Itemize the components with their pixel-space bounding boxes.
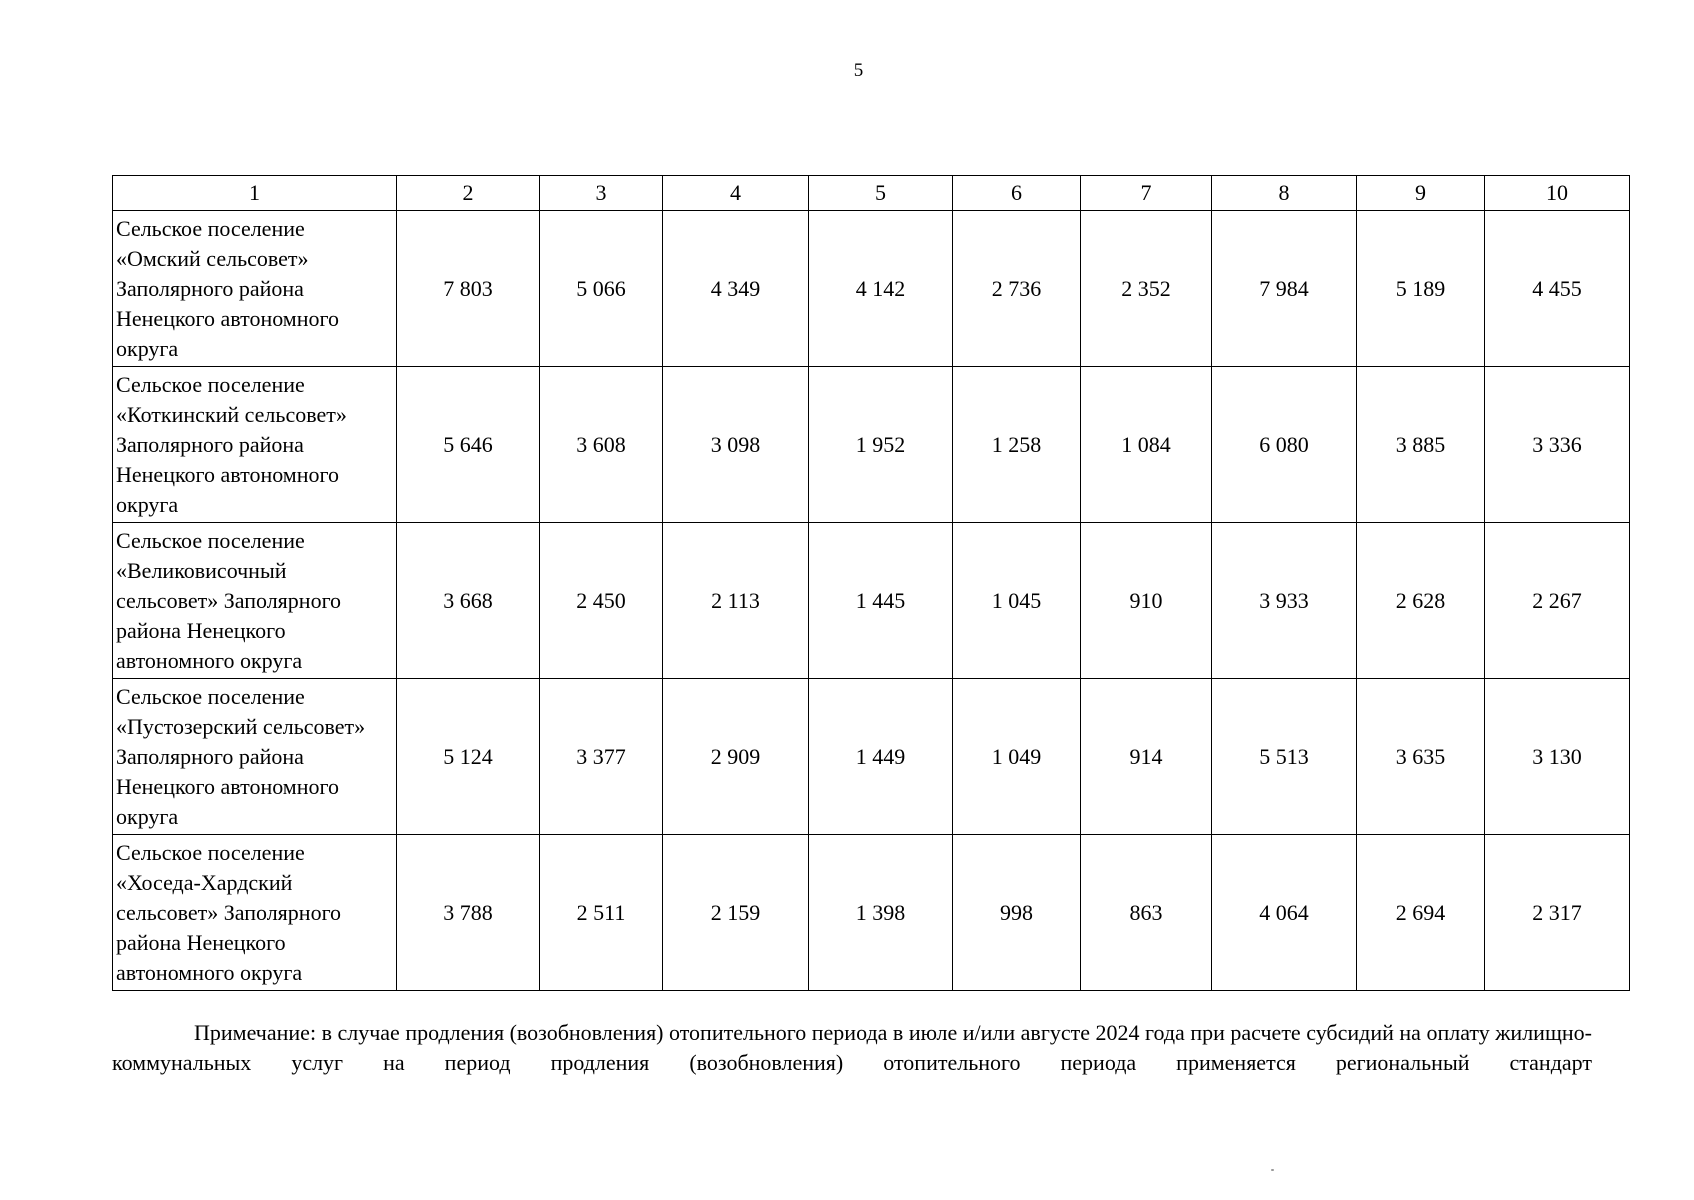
settlement-name-line: Сельское поселение: [116, 371, 305, 397]
value-cell: 3 933: [1212, 523, 1357, 679]
settlement-name-cell: [113, 367, 397, 523]
table-row: [113, 211, 1630, 367]
value-cell: 2 736: [953, 211, 1081, 367]
settlement-name-cell: [113, 835, 397, 991]
column-header: 10: [1485, 176, 1630, 211]
settlement-name-line: Заполярного района: [116, 275, 304, 301]
value-cell: 3 098: [663, 367, 809, 523]
value-cell: 2 159: [663, 835, 809, 991]
settlement-name-line: района Ненецкого: [116, 617, 286, 643]
scan-speck: [1271, 1169, 1274, 1171]
value-cell: 3 377: [540, 679, 663, 835]
table-header-row: [113, 176, 1630, 211]
value-cell: 7 803: [397, 211, 540, 367]
column-header: 4: [663, 176, 809, 211]
value-cell: 5 513: [1212, 679, 1357, 835]
column-header: 9: [1357, 176, 1485, 211]
value-cell: 5 189: [1357, 211, 1485, 367]
settlement-name-line: округа: [116, 491, 179, 517]
settlement-name-cell: [113, 211, 397, 367]
value-cell: 7 984: [1212, 211, 1357, 367]
settlement-name-line: района Ненецкого: [116, 929, 286, 955]
column-header: 2: [397, 176, 540, 211]
value-cell: 3 336: [1485, 367, 1630, 523]
settlement-name-line: Ненецкого автономного: [116, 305, 339, 331]
settlement-name-line: Сельское поселение: [116, 683, 305, 709]
table-row: [113, 679, 1630, 835]
settlement-name-line: «Великовисочный: [116, 557, 287, 583]
settlement-name-cell: [113, 679, 397, 835]
note-paragraph: Примечание: в случае продления (возобновления) отопительного периода в июле и/или августе 2024 года при расчете субсидий на оплату жилищно-коммунальных услуг на период продления (возобновления) отопительного периода применяется региональный стандарт: [112, 1020, 1592, 1075]
value-cell: 3 130: [1485, 679, 1630, 835]
value-cell: 2 694: [1357, 835, 1485, 991]
value-cell: 998: [953, 835, 1081, 991]
settlement-name-line: автономного округа: [116, 959, 303, 985]
value-cell: 6 080: [1212, 367, 1357, 523]
value-cell: 1 952: [809, 367, 953, 523]
value-cell: 914: [1081, 679, 1212, 835]
value-cell: 1 449: [809, 679, 953, 835]
settlement-name-line: сельсовет» Заполярного: [116, 587, 342, 613]
column-header: 8: [1212, 176, 1357, 211]
settlement-name-line: Ненецкого автономного: [116, 461, 339, 487]
value-cell: 2 450: [540, 523, 663, 679]
value-cell: 4 349: [663, 211, 809, 367]
settlement-name-line: «Хоседа-Хардский: [116, 869, 293, 895]
settlement-name-line: «Пустозерский сельсовет»: [116, 713, 366, 739]
value-cell: 2 628: [1357, 523, 1485, 679]
value-cell: 3 668: [397, 523, 540, 679]
column-header: 7: [1081, 176, 1212, 211]
value-cell: 2 909: [663, 679, 809, 835]
settlement-name-line: «Омский сельсовет»: [116, 245, 309, 271]
settlement-name-line: округа: [116, 335, 179, 361]
value-cell: 863: [1081, 835, 1212, 991]
value-cell: 1 049: [953, 679, 1081, 835]
value-cell: 3 885: [1357, 367, 1485, 523]
settlement-name-line: Заполярного района: [116, 431, 304, 457]
value-cell: 3 788: [397, 835, 540, 991]
settlement-name-line: Сельское поселение: [116, 839, 305, 865]
value-cell: 3 635: [1357, 679, 1485, 835]
settlement-name-line: автономного округа: [116, 647, 303, 673]
page-number: 5: [853, 60, 864, 81]
value-cell: 2 113: [663, 523, 809, 679]
settlement-name-line: сельсовет» Заполярного: [116, 899, 342, 925]
value-cell: 4 455: [1485, 211, 1630, 367]
value-cell: 1 084: [1081, 367, 1212, 523]
settlement-name-cell: [113, 523, 397, 679]
value-cell: 1 045: [953, 523, 1081, 679]
table-row: [113, 367, 1630, 523]
value-cell: 1 398: [809, 835, 953, 991]
value-cell: 910: [1081, 523, 1212, 679]
value-cell: 1 258: [953, 367, 1081, 523]
settlement-name-line: Сельское поселение: [116, 527, 305, 553]
column-header: 3: [540, 176, 663, 211]
data-table-container: [112, 175, 1630, 991]
value-cell: 4 064: [1212, 835, 1357, 991]
settlement-name-line: Заполярного района: [116, 743, 304, 769]
column-header: 6: [953, 176, 1081, 211]
column-header: 5: [809, 176, 953, 211]
settlement-name-line: Ненецкого автономного: [116, 773, 339, 799]
column-header: 1: [113, 176, 397, 211]
value-cell: 2 267: [1485, 523, 1630, 679]
data-table: [112, 175, 1630, 991]
settlement-name-line: Сельское поселение: [116, 215, 305, 241]
value-cell: 2 511: [540, 835, 663, 991]
table-row: [113, 835, 1630, 991]
value-cell: 3 608: [540, 367, 663, 523]
settlement-name-line: округа: [116, 803, 179, 829]
value-cell: 2 317: [1485, 835, 1630, 991]
value-cell: 5 646: [397, 367, 540, 523]
settlement-name-line: «Коткинский сельсовет»: [116, 401, 347, 427]
value-cell: 2 352: [1081, 211, 1212, 367]
value-cell: 1 445: [809, 523, 953, 679]
value-cell: 4 142: [809, 211, 953, 367]
value-cell: 5 124: [397, 679, 540, 835]
value-cell: 5 066: [540, 211, 663, 367]
table-row: [113, 523, 1630, 679]
